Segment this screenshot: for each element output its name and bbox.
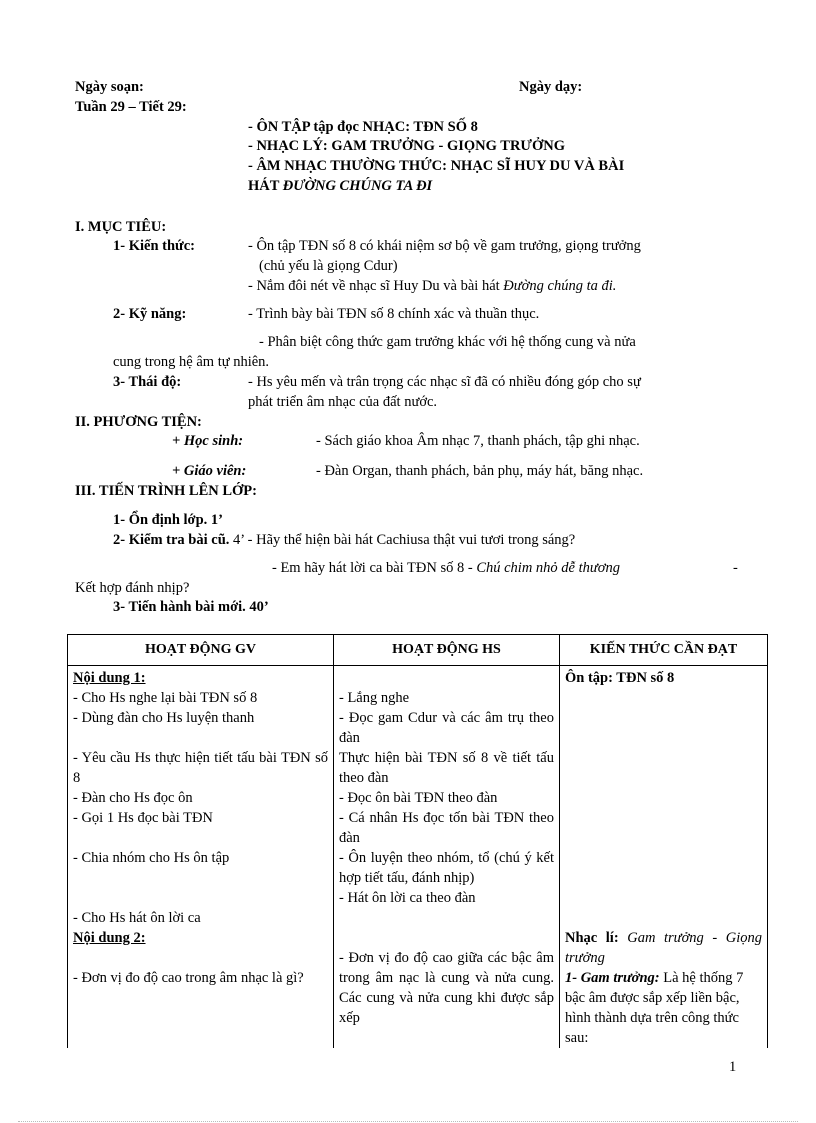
page-number: 1 [729,1059,737,1075]
gv-line-2: - Dùng đàn cho Hs luyện thanh [73,710,255,726]
gv-cell [68,666,334,1049]
hs-line-4: - Đọc ôn bài TĐN theo đàn [339,790,498,806]
topic-song-title: ĐƯỜNG CHÚNG TA ĐI [282,178,433,194]
kiem-tra-line-2 [272,558,620,578]
kt-on-tap: Ôn tập: TĐN số 8 [565,670,675,686]
tien-trinh-heading: III. TIẾN TRÌNH LÊN LỚP: [75,483,257,499]
topic-line-4 [248,176,432,196]
topic-line-3: - ÂM NHẠC THƯỜNG THỨC: NHẠC SĨ HUY DU VÀ BÀI [248,158,625,174]
ngay-soan-label: Ngày soạn: [75,79,144,95]
ky-nang-line-2: - Phân biệt công thức gam trưởng khác với hệ thống cung và nửa [259,334,636,350]
gv-line-6: - Chia nhóm cho Hs ôn tập [73,850,230,866]
topic-line-4-prefix: HÁT [248,178,283,194]
kien-thuc-song: Đường chúng ta đi. [503,278,617,294]
kt-nhac-li-text: Gam trưởng - Giọng trưởng [565,930,762,966]
kiem-tra-label: 2- Kiểm tra bài cũ. [113,532,230,548]
hs-line-1: - Lắng nghe [339,690,410,706]
ky-nang-line-2b: cung trong hệ âm tự nhiên. [113,354,270,370]
header-kien-thuc: KIẾN THỨC CẦN ĐẠT [560,635,768,666]
kien-thuc-line-1b: (chủ yếu là giọng Cdur) [259,258,398,274]
kiem-tra-song: Chú chim nhỏ dễ thương [476,560,621,576]
hs-line-3: Thực hiện bài TĐN số 8 về tiết tấu theo đàn [339,750,554,786]
giao-vien-text: - Đàn Organ, thanh phách, bản phụ, máy hát, băng nhạc. [316,463,644,479]
thai-do-line-1b: phát triển âm nhạc của đất nước. [248,394,438,410]
thai-do-label: 3- Thái độ: [113,374,182,390]
gv-line-8: - Đơn vị đo độ cao trong âm nhạc là gì? [73,970,304,986]
hs-cell [334,666,560,1049]
gv-line-1: - Cho Hs nghe lại bài TĐN số 8 [73,690,258,706]
hs-line-7: - Hát ôn lời ca theo đàn [339,890,476,906]
hs-line-8: - Đơn vị đo độ cao giữa các bậc âm trong âm nạc là cung và nửa cung. Các cung và nửa cung khi được sắp xếp [339,950,554,1026]
kien-thuc-line-2 [248,276,616,296]
kt-gam-truong-text: Là hệ thống 7 bậc âm được sắp xếp liền bậc, hình thành dựa trên công thức sau: [565,970,744,1046]
hoc-sinh-label: + Học sinh: [172,433,244,449]
header-hoat-dong-hs: HOẠT ĐỘNG HS [334,635,560,666]
kt-nhac-li [565,928,762,968]
giao-vien-label: + Giáo viên: [172,463,247,479]
tien-hanh-bai-moi: 3- Tiến hành bài mới. 40’ [113,599,269,615]
table-header-row [68,635,768,666]
ky-nang-line-1: - Trình bày bài TĐN số 8 chính xác và thuần thục. [248,306,540,322]
kiem-tra-line-2-end: - [733,560,738,576]
gv-line-7: - Cho Hs hát ôn lời ca [73,910,201,926]
header-hoat-dong-gv: HOẠT ĐỘNG GV [68,635,334,666]
ky-nang-label: 2- Kỹ năng: [113,306,187,322]
kiem-tra-line [113,530,575,550]
gv-line-4: - Đàn cho Hs đọc ôn [73,790,193,806]
on-dinh-lop: 1- Ổn định lớp. 1’ [113,512,223,528]
activity-table [67,634,768,1048]
thai-do-line-1: - Hs yêu mến và trân trọng các nhạc sĩ đã có nhiều đóng góp cho sự [248,374,641,390]
topic-line-2: - NHẠC LÝ: GAM TRƯỞNG - GIỌNG TRƯỞNG [248,138,565,154]
kien-thuc-line-1: - Ôn tập TĐN số 8 có khái niệm sơ bộ về gam trưởng, giọng trưởng [248,238,641,254]
tuan-tiet-label: Tuần 29 – Tiết 29: [75,99,187,115]
gv-line-3: - Yêu cầu Hs thực hiện tiết tấu bài TĐN số 8 [73,750,328,786]
table-row [68,666,768,1049]
kien-thuc-line-2-text: - Nắm đôi nét về nhạc sĩ Huy Du và bài hát [248,278,504,294]
gv-noi-dung-1: Nội dung 1: [73,670,146,686]
hs-line-2: - Đọc gam Cdur và các âm trụ theo đàn [339,710,554,746]
ngay-day-label: Ngày dạy: [519,79,583,95]
hs-line-5: - Cá nhân Hs đọc tốn bài TĐN theo đàn [339,810,554,846]
gv-line-5: - Gọi 1 Hs đọc bài TĐN [73,810,213,826]
muc-tieu-heading: I. MỤC TIÊU: [75,219,167,235]
kien-thuc-label: 1- Kiến thức: [113,238,195,254]
gv-noi-dung-2: Nội dung 2: [73,930,146,946]
kt-nhac-li-label: Nhạc lí: [565,930,619,946]
phuong-tien-heading: II. PHƯƠNG TIỆN: [75,414,202,430]
kt-cell [560,666,768,1049]
topic-line-1: - ÔN TẬP tập đọc NHẠC: TĐN SỐ 8 [248,119,478,135]
kiem-tra-line-2b: Kết hợp đánh nhịp? [75,580,190,596]
kt-gam-truong-label: 1- Gam trưởng: [565,970,660,986]
hs-line-6: - Ôn luyện theo nhóm, tổ (chú ý kết hợp tiết tấu, đánh nhịp) [339,850,554,886]
page-bottom-edge [18,1121,798,1122]
kiem-tra-text: 4’ - Hãy thể hiện bài hát Cachiusa thật vui tươi trong sáng? [229,532,576,548]
hoc-sinh-text: - Sách giáo khoa Âm nhạc 7, thanh phách, tập ghi nhạc. [316,433,640,449]
kt-gam-truong [565,968,762,1048]
kiem-tra-line-2-text: - Em hãy hát lời ca bài TĐN số 8 - [272,560,477,576]
